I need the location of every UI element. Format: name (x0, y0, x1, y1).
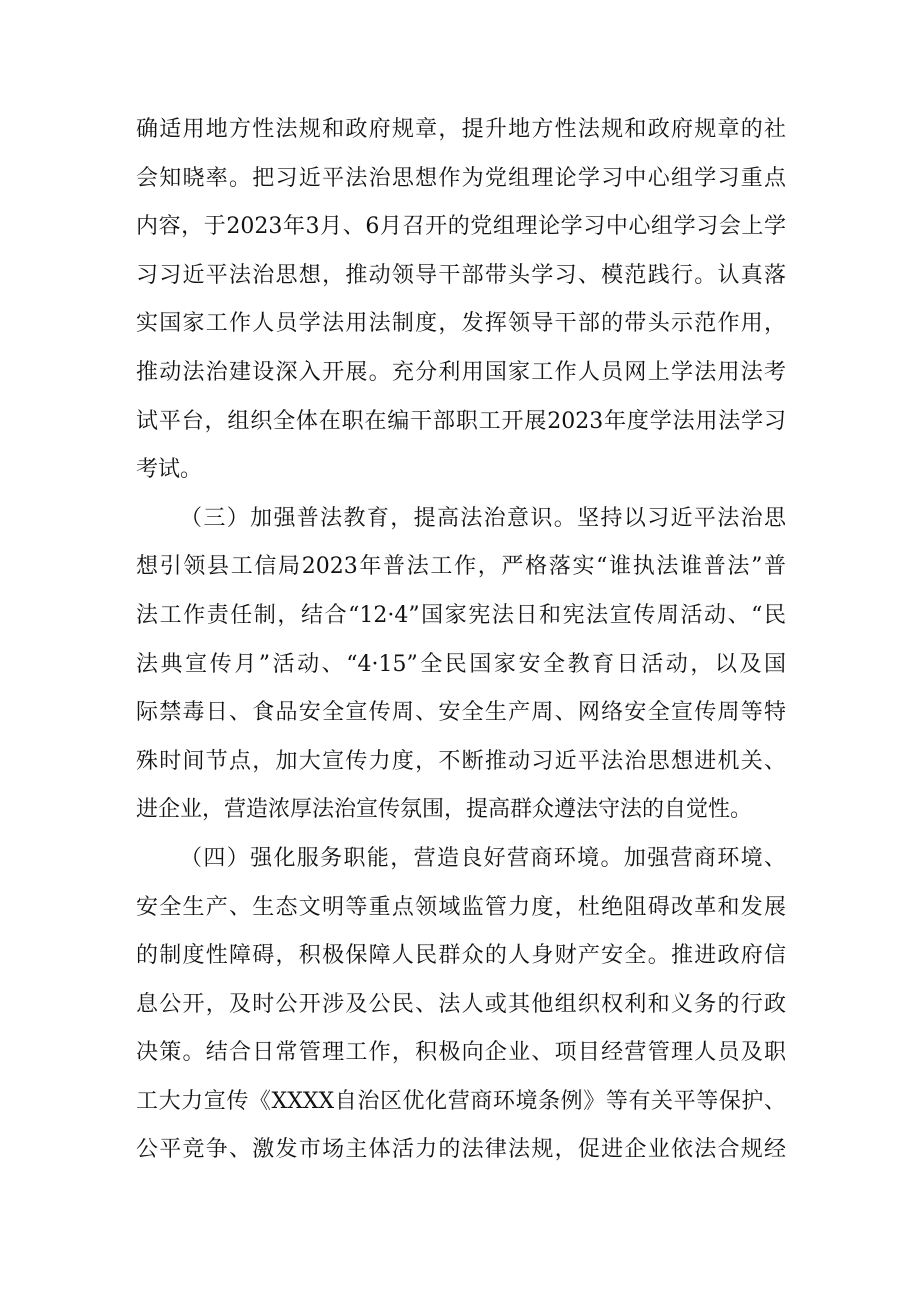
section-heading-line: （四）强化服务职能，营造良好营商环境。加强营商环境、 (180, 845, 786, 871)
text-line: 际禁毒日、食品安全宣传周、安全生产周、网络安全宣传周等特 (136, 700, 786, 726)
text-line: 工大力宣传《XXXX自治区优化营商环境条例》等有关平等保护、 (136, 1088, 786, 1114)
text-line: 公平竞争、激发市场主体活力的法律法规，促进企业依法合规经 (136, 1137, 786, 1163)
text-line: 殊时间节点，加大宣传力度，不断推动习近平法治思想进机关、 (136, 748, 786, 774)
text-line: 内容，于2023年3月、6月召开的党组理论学习中心组学习会上学 (136, 214, 786, 240)
text-line: 推动法治建设深入开展。充分利用国家工作人员网上学法用法考 (136, 359, 786, 385)
document-body (136, 106, 786, 1175)
text-line: 实国家工作人员学法用法制度，发挥领导干部的带头示范作用， (136, 311, 786, 337)
text-line: 的制度性障碍，积极保障人民群众的人身财产安全。推进政府信 (136, 943, 786, 969)
text-line: 会知晓率。把习近平法治思想作为党组理论学习中心组学习重点 (136, 165, 786, 191)
text-line: 法典宣传月”活动、“4·15”全民国家安全教育日活动，以及国 (136, 651, 786, 677)
text-line: 确适用地方性法规和政府规章，提升地方性法规和政府规章的社 (136, 117, 786, 142)
text-line: 法工作责任制，结合“12·4”国家宪法日和宪法宣传周活动、“民 (136, 602, 786, 628)
text-line: 决策。结合日常管理工作，积极向企业、项目经营管理人员及职 (136, 1040, 786, 1066)
text-line: 习习近平法治思想，推动领导干部带头学习、模范践行。认真落 (136, 262, 786, 288)
text-line: 考试。 (136, 457, 203, 483)
text-line: 息公开，及时公开涉及公民、法人或其他组织权利和义务的行政 (136, 991, 786, 1017)
section-heading-line: （三）加强普法教育，提高法治意识。坚持以习近平法治思 (180, 505, 786, 531)
text-line: 试平台，组织全体在职在编干部职工开展2023年度学法用法学习 (136, 408, 786, 434)
text-line: 想引领县工信局2023年普法工作，严格落实“谁执法谁普法”普 (136, 554, 786, 580)
text-line: 进企业，营造浓厚法治宣传氛围，提高群众遵法守法的自觉性。 (136, 797, 753, 823)
text-line: 安全生产、生态文明等重点领域监管力度，杜绝阻碍改革和发展 (136, 894, 786, 920)
